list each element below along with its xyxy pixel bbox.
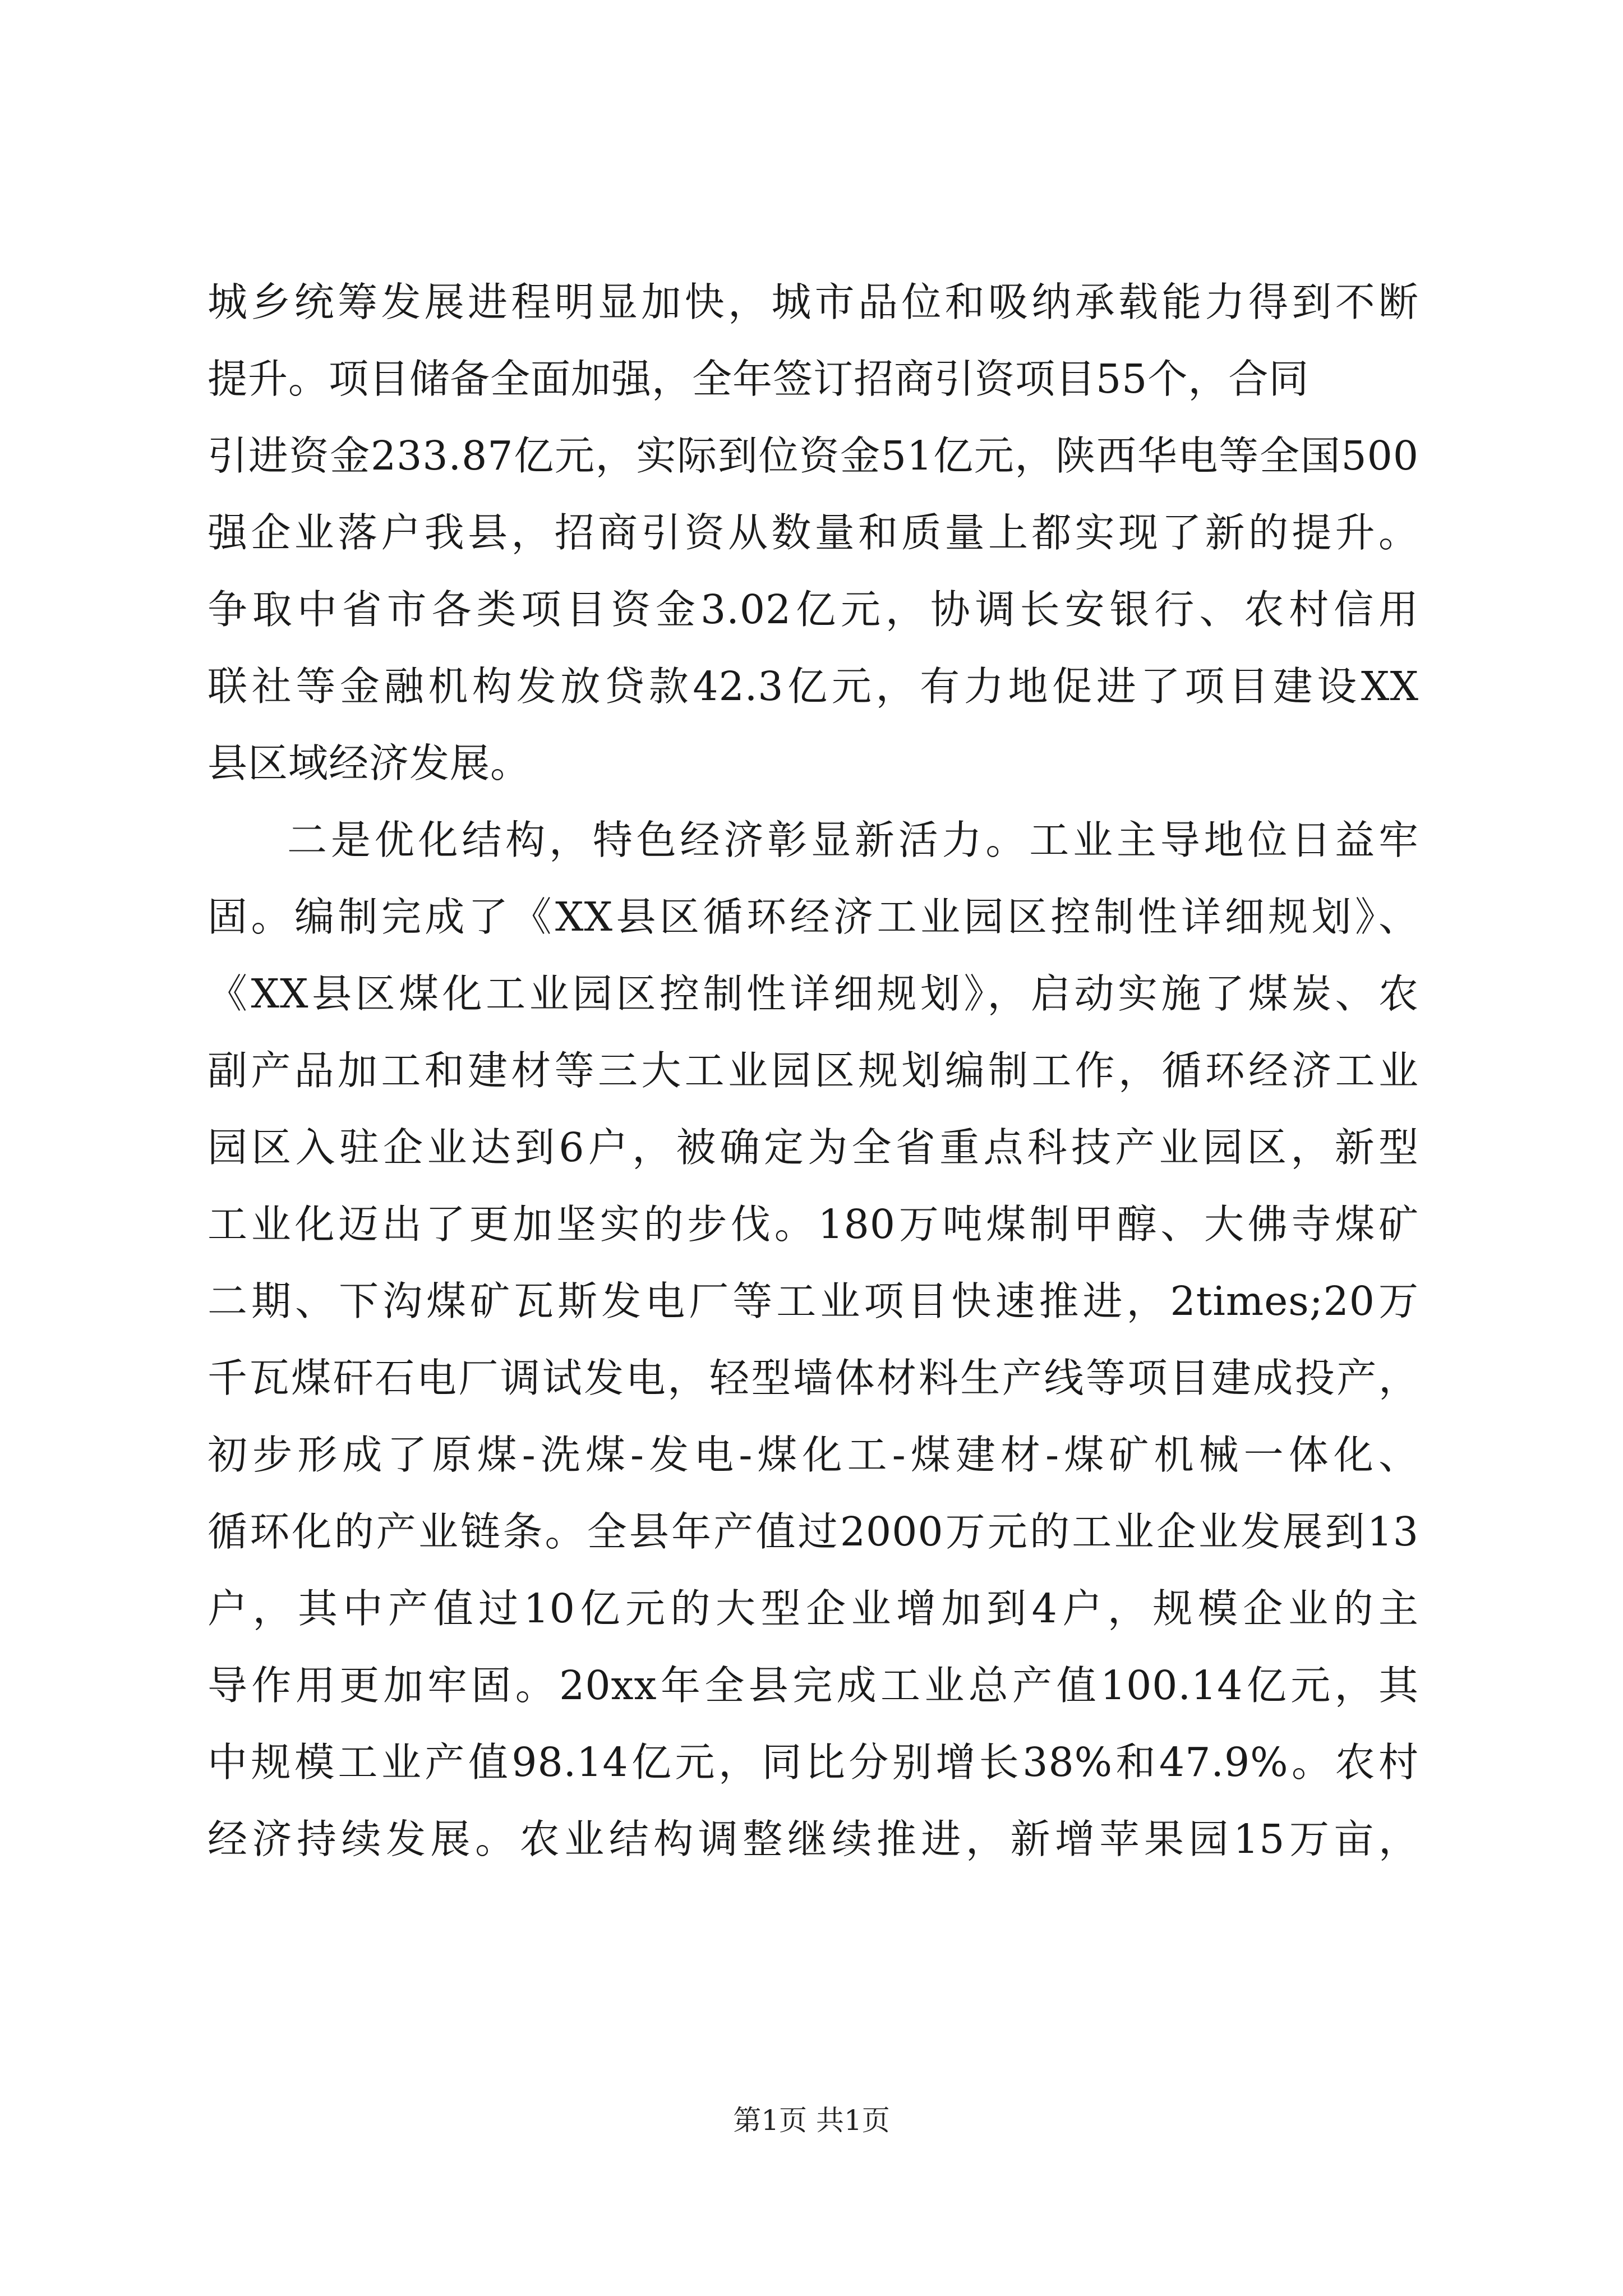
body-text	[208, 264, 1419, 1878]
text-line: 县区域经济发展。	[208, 740, 531, 786]
text-line: 导作用更加牢固。20xx年全县完成工业总产值100.14亿元，其	[208, 1662, 1419, 1709]
text-line: 副产品加工和建材等三大工业园区规划编制工作，循环经济工业	[208, 1047, 1419, 1094]
text-line: 强企业落户我县，招商引资从数量和质量上都实现了新的提升。	[208, 509, 1419, 556]
text-line: 提升。项目储备全面加强，全年签订招商引资项目55个，合同	[208, 356, 1310, 402]
text-line: 争取中省市各类项目资金3.02亿元，协调长安银行、农村信用	[208, 586, 1419, 633]
text-line: 初步形成了原煤-洗煤-发电-煤化工-煤建材-煤矿机械一体化、	[208, 1432, 1419, 1478]
text-line: 《XX县区煤化工业园区控制性详细规划》，启动实施了煤炭、农	[208, 970, 1419, 1017]
text-line: 中规模工业产值98.14亿元，同比分别增长38%和47.9%。农村	[208, 1739, 1419, 1786]
text-line: 园区入驻企业达到6户，被确定为全省重点科技产业园区，新型	[208, 1124, 1419, 1171]
text-line: 千瓦煤矸石电厂调试发电，轻型墙体材料生产线等项目建成投产，	[208, 1355, 1419, 1401]
text-line: 引进资金233.87亿元，实际到位资金51亿元，陕西华电等全国500	[208, 432, 1419, 479]
text-line: 城乡统筹发展进程明显加快，城市品位和吸纳承载能力得到不断	[208, 279, 1419, 325]
text-line: 户，其中产值过10亿元的大型企业增加到4户，规模企业的主	[208, 1585, 1419, 1632]
text-line: 经济持续发展。农业结构调整继续推进，新增苹果园15万亩，	[208, 1816, 1419, 1862]
text-line: 工业化迈出了更加坚实的步伐。180万吨煤制甲醇、大佛寺煤矿	[208, 1201, 1419, 1248]
text-line: 循环化的产业链条。全县年产值过2000万元的工业企业发展到13	[208, 1508, 1419, 1555]
text-line: 固。编制完成了《XX县区循环经济工业园区控制性详细规划》、	[208, 894, 1419, 940]
text-line: 二期、下沟煤矿瓦斯发电厂等工业项目快速推进，2times;20万	[208, 1278, 1419, 1324]
text-line: 联社等金融机构发放贷款42.3亿元，有力地促进了项目建设XX	[208, 663, 1419, 710]
page-footer: 第1页 共1页	[733, 2104, 890, 2137]
text-line: 二是优化结构，特色经济彰显新活力。工业主导地位日益牢	[287, 817, 1419, 863]
